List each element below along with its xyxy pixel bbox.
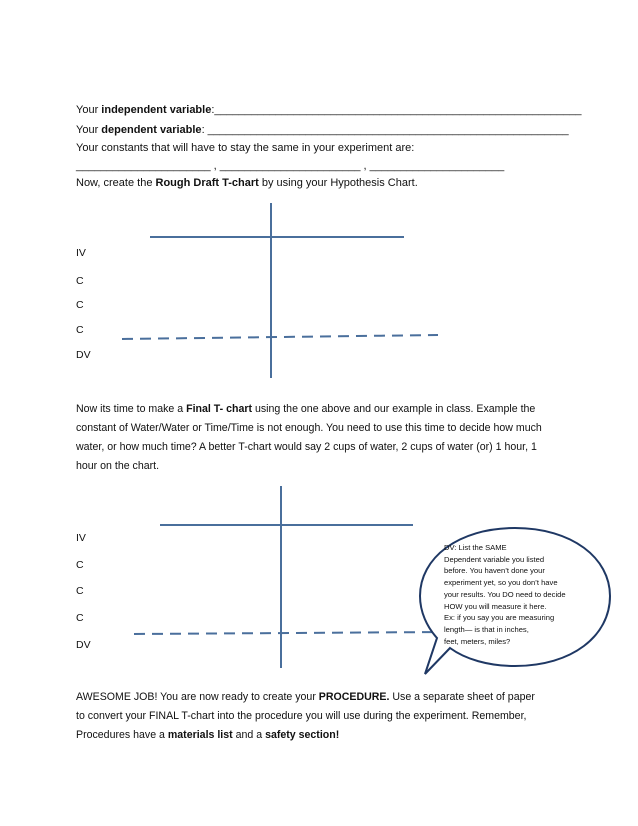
rough-t-chart xyxy=(122,203,438,378)
callout-line: feet, meters, miles? xyxy=(444,636,511,646)
row-label-c: C xyxy=(76,612,84,624)
callout-line: HOW you will measure it here. xyxy=(444,601,547,611)
independent-variable-line: Your independent variable:____________________________________________________________ xyxy=(76,104,582,116)
row-label-iv: IV xyxy=(76,532,86,544)
row-label-c: C xyxy=(76,299,84,311)
row-label-c: C xyxy=(76,585,84,597)
callout-line: length— is that in inches, xyxy=(444,624,529,634)
row-label-iv: IV xyxy=(76,247,86,259)
row-label-dv: DV xyxy=(76,349,91,361)
callout-line: Ex: if you say you are measuring xyxy=(444,613,555,623)
final-chart-instructions: Now its time to make a Final T- chart using the one above and our example in class. Example the constant of Water/Water or Time/Time is not enough. You need to use this time to decide how much water, or how much time? A better T-chart would say 2 cups of water, 2 cups of water (or) 1 hour, 1 hour on the chart. xyxy=(76,403,542,472)
row-label-c: C xyxy=(76,275,84,287)
callout-line: experiment yet, so you don’t have xyxy=(444,578,558,588)
callout-line: before. You haven’t done your xyxy=(444,566,545,576)
row-label-c: C xyxy=(76,324,84,336)
rough-chart-instruction: Now, create the Rough Draft T-chart by using your Hypothesis Chart. xyxy=(76,177,418,189)
callout-line: Dependent variable you listed xyxy=(444,554,545,564)
final-dashed-line xyxy=(134,632,445,634)
callout-line: your results. You DO need to decide xyxy=(444,589,566,599)
row-label-c: C xyxy=(76,559,84,571)
constants-prompt: Your constants that will have to stay the same in your experiment are: xyxy=(76,142,415,154)
final-t-chart xyxy=(134,486,445,668)
callout-line: DV: List the SAME xyxy=(444,543,507,552)
dv-callout-text xyxy=(444,542,594,647)
dependent-variable-line: Your dependent variable: ___________________________________________________________ xyxy=(76,124,569,136)
rough-dashed-line xyxy=(122,335,438,339)
closing-paragraph: AWESOME JOB! You are now ready to create your PROCEDURE. Use a separate sheet of paper to convert your FINAL T-chart into the procedure you will use during the experiment. Remember, Procedures have a materials list and a safety section! xyxy=(76,691,535,741)
constants-blanks: ______________________ , _______________________ , ______________________ xyxy=(76,160,505,172)
row-label-dv: DV xyxy=(76,639,91,651)
